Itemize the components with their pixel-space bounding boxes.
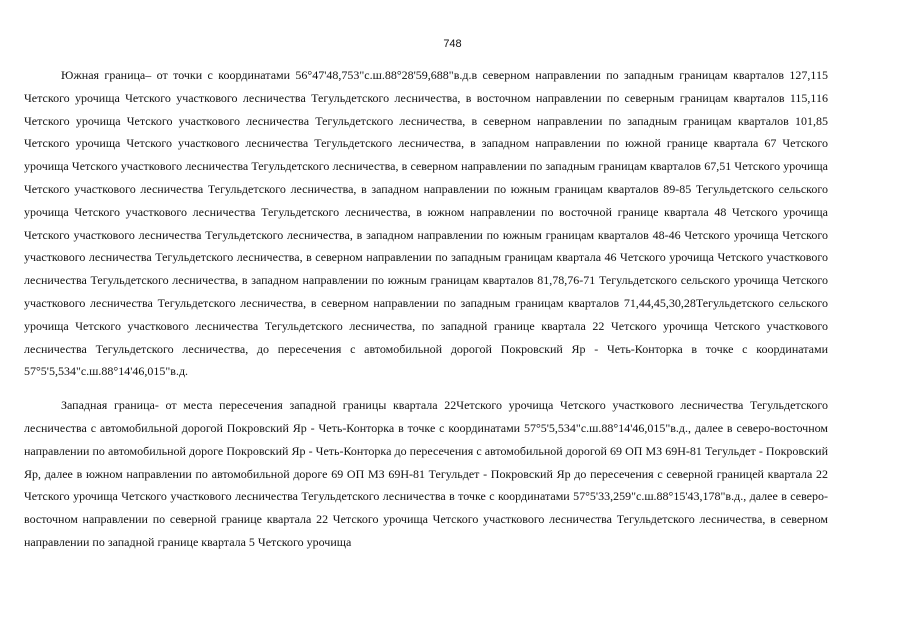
document-body (24, 64, 828, 554)
page-number: 748 (443, 38, 462, 50)
southern-boundary-paragraph: Южная граница– от точки с координатами 56°47'48,753"с.ш.88°28'59,688"в.д.в северном направлении по западным границам кварталов 127,115 Четского урочища Четского участкового лесничества Тегульдетского лесничества, в восточном направлении по северным границам кварталов 115,116 Четского урочища Четского участкового лесничества Тегульдетского лесничества, в северном направлении по западным границам кварталов 101,85 Четского урочища Четского участкового лесничества Тегульдетского лесничества, в западном направлении по южной границе квартала 67 Четского урочища Четского участкового лесничества Тегульдетского лесничества, в северном направлении по западным границам кварталов 67,51 Четского урочища Четского участкового лесничества Тегульдетского лесничества, в западном направлении по южным границам кварталов 89-85 Тегульдетского сельского урочища Четского участкового лесничества Тегульдетского лесничества, в южном направлении по восточной границе квартала 48 Четского урочища Четского участкового лесничества Тегульдетского лесничества, в западном направлении по южным границам кварталов 48-46 Четского урочища Четского участкового лесничества Тегульдетского лесничества, в северном направлении по западным границам квартала 46 Четского урочища Четского участкового лесничества Тегульдетского лесничества, в западном направлении по южным границам кварталов 81,78,76-71 Тегульдетского сельского урочища Четского участкового лесничества Тегульдетского лесничества, в северном направлении по западным границам кварталов 71,44,45,30,28Тегульдетского сельского урочища Четского участкового лесничества Тегульдетского лесничества, по западной границе квартала 22 Четского урочища Четского участкового лесничества Тегульдетского лесничества, до пересечения с автомобильной дорогой Покровский Яр - Четь-Конторка в точке с координатами 57°5'5,534"с.ш.88°14'46,015"в.д. (24, 68, 828, 379)
western-boundary-paragraph: Западная граница- от места пересечения западной границы квартала 22Четского урочища Четского участкового лесничества Тегульдетского лесничества с автомобильной дорогой Покровский Яр - Четь-Конторка в точке с координатами 57°5'5,534"с.ш.88°14'46,015"в.д., далее в северо-восточном направлении по автомобильной дороге Покровский Яр - Четь-Конторка до пересечения с автомобильной дорогой 69 ОП МЗ 69Н-81 Тегульдет - Покровский Яр, далее в южном направлении по автомобильной дороге 69 ОП МЗ 69Н-81 Тегульдет - Покровский Яр до пересечения с северной границей квартала 22 Четского урочища Четского участкового лесничества Тегульдетского лесничества в точке с координатами 57°5'33,259"с.ш.88°15'43,178"в.д., далее в северо-восточном направлении по северной границе квартала 22 Четского урочища Четского участкового лесничества Тегульдетского лесничества, в северном направлении по западной границе квартала 5 Четского урочища (24, 398, 828, 549)
